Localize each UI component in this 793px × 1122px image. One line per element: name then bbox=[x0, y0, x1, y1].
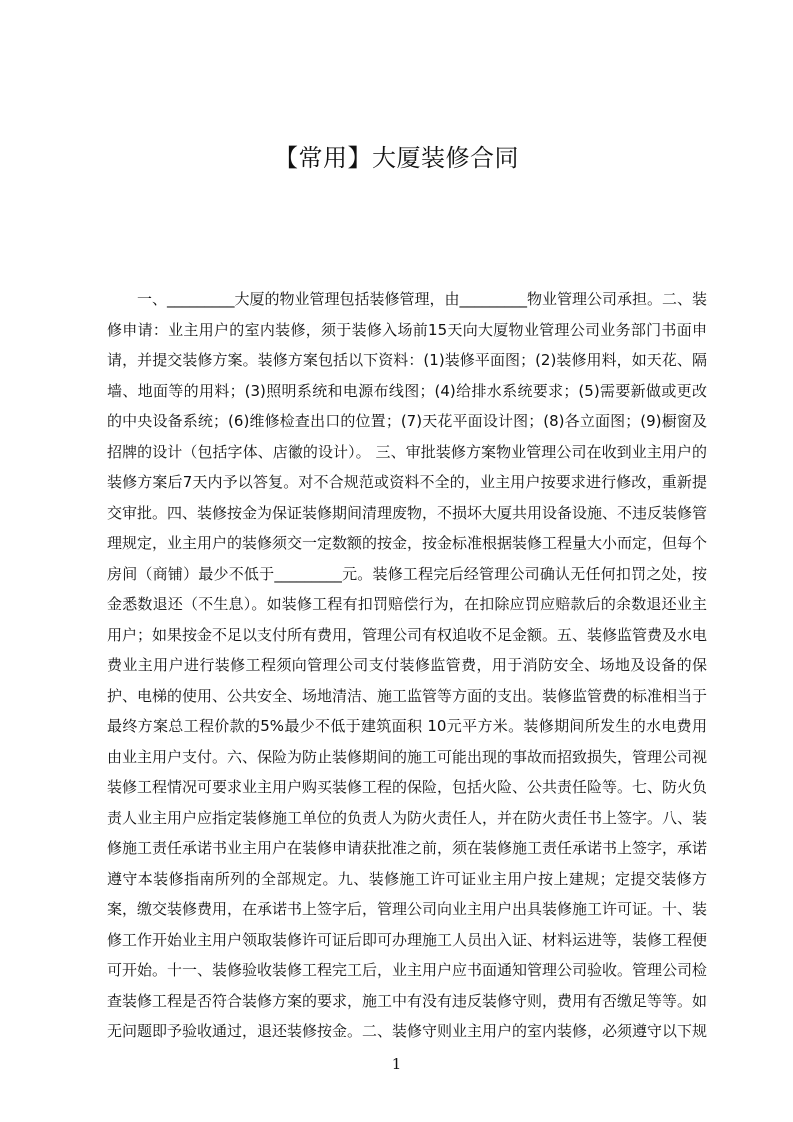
document-title: 【常用】大厦装修合同 bbox=[274, 144, 519, 172]
document-body bbox=[107, 284, 707, 1047]
page-number: 1 bbox=[391, 1055, 402, 1073]
body-paragraph: 一、_________大厦的物业管理包括装修管理，由_________物业管理公司承担。二、装修申请：业主用户的室内装修，须于装修入场前15天向大厦物业管理公司业务部门书面申请，并提交装修方案。装修方案包括以下资料：(1)装修平面图；(2)装修用料，如天花、隔墙、地面等的用料；(3)照明系统和电源布线图；(4)给排水系统要求；(5)需要新做或更改的中央设备系统；(6)维修检查出口的位置；(7)天花平面设计图；(8)各立面图；(9)橱窗及招牌的设计（包括字体、店徽的设计）。 三、审批装修方案物业管理公司在收到业主用户的装修方案后7天内予以答复。对不合规范或资料不全的，业主用户按要求进行修改，重新提交审批。四、装修按金为保证装修期间清理废物，不损坏大厦共用设备设施、不违反装修管理规定，业主用户的装修须交一定数额的按金，按金标准根据装修工程量大小而定，但每个房间（商铺）最少不低于_________元。装修工程完后经管理公司确认无任何扣罚之处，按金悉数退还（不生息）。如装修工程有扣罚赔偿行为，在扣除应罚应赔款后的余数退还业主用户；如果按金不足以支付所有费用，管理公司有权追收不足金额。五、装修监管费及水电费业主用户进行装修工程须向管理公司支付装修监管费，用于消防安全、场地及设备的保护、电梯的使用、公共安全、场地清洁、施工监管等方面的支出。装修监管费的标准相当于最终方案总工程价款的5%最少不低于建筑面积 10元平方米。装修期间所发生的水电费用由业主用户支付。六、保险为防止装修期间的施工可能出现的事故而招致损失，管理公司视装修工程情况可要求业主用户购买装修工程的保险，包括火险、公共责任险等。七、防火负责人业主用户应指定装修施工单位的负责人为防火责任人，并在防火责任书上签字。八、装修施工责任承诺书业主用户在装修申请获批准之前，须在装修施工责任承诺书上签字，承诺遵守本装修指南所列的全部规定。九、装修施工许可证业主用户按上建规；定提交装修方案，缴交装修费用，在承诺书上签字后，管理公司向业主用户出具装修施工许可证。十、装修工作开始业主用户领取装修许可证后即可办理施工人员出入证、材料运进等，装修工程便可开始。十一、装修验收装修工程完工后，业主用户应书面通知管理公司验收。管理公司检查装修工程是否符合装修方案的要求，施工中有没有违反装修守则，费用有否缴足等等。如无问题即予验收通过，退还装修按金。二、装修守则业主用户的室内装修，必须遵守以下规 bbox=[107, 290, 708, 1040]
